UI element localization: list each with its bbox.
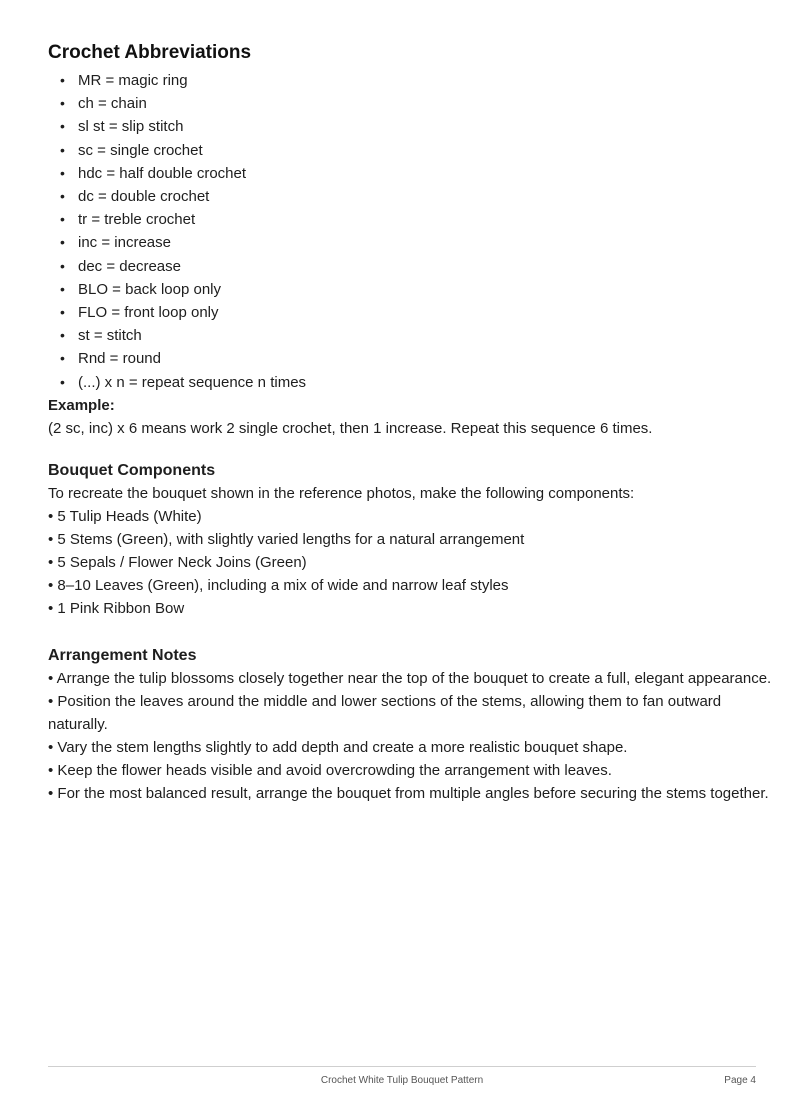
abbreviation-item: • dec = decrease	[60, 255, 778, 278]
abbreviation-item: • sc = single crochet	[60, 139, 778, 162]
abbreviation-item: • hdc = half double crochet	[60, 162, 778, 185]
page-number: Page 4	[724, 1075, 756, 1086]
abbreviation-item: • sl st = slip stitch	[60, 115, 778, 138]
abbreviation-item: • BLO = back loop only	[60, 278, 778, 301]
bullet-icon: •	[60, 188, 65, 205]
example-text: (2 sc, inc) x 6 means work 2 single crochet, then 1 increase. Repeat this sequence 6 times.	[48, 419, 653, 437]
bullet-icon: •	[60, 280, 65, 297]
abbreviation-item: • ch = chain	[60, 92, 778, 115]
abbreviation-item: • (...) x n = repeat sequence n times	[60, 371, 778, 394]
bullet-icon: •	[60, 164, 65, 181]
bullet-icon: •	[60, 350, 65, 367]
bullet-icon: •	[60, 95, 65, 112]
component-item: • 5 Tulip Heads (White)	[48, 507, 202, 525]
abbreviation-item: • inc = increase	[60, 231, 778, 254]
document-page	[48, 40, 778, 805]
note-item: • Vary the stem lengths slightly to add depth and create a more realistic bouquet shape.	[48, 738, 628, 756]
abbreviation-item: • st = stitch	[60, 324, 778, 347]
abbreviation-item: • MR = magic ring	[60, 69, 778, 92]
page-footer	[48, 1066, 756, 1097]
abbreviation-item: • FLO = front loop only	[60, 301, 778, 324]
abbreviations-heading: Crochet Abbreviations	[48, 42, 252, 63]
note-item: • Arrange the tulip blossoms closely together near the top of the bouquet to create a full, elegant appearance.	[48, 669, 772, 687]
abbreviation-item: • Rnd = round	[60, 347, 778, 370]
component-item: • 8–10 Leaves (Green), including a mix of wide and narrow leaf styles	[48, 576, 509, 594]
notes-heading: Arrangement Notes	[48, 646, 197, 664]
components-intro: To recreate the bouquet shown in the reference photos, make the following components:	[48, 484, 635, 502]
abbreviations-list	[48, 69, 778, 394]
bullet-icon: •	[60, 304, 65, 321]
note-item: • Keep the flower heads visible and avoid overcrowding the arrangement with leaves.	[48, 761, 612, 779]
bullet-icon: •	[60, 118, 65, 135]
bullet-icon: •	[60, 141, 65, 158]
bullet-icon: •	[60, 257, 65, 274]
component-item: • 5 Sepals / Flower Neck Joins (Green)	[48, 553, 307, 571]
example-label: Example:	[48, 396, 115, 414]
components-section	[48, 459, 778, 620]
footer-title: Crochet White Tulip Bouquet Pattern	[320, 1075, 484, 1086]
note-item: • Position the leaves around the middle and lower sections of the stems, allowing them to fan outward naturally.	[48, 692, 722, 733]
abbreviation-item: • tr = treble crochet	[60, 208, 778, 231]
bullet-icon: •	[60, 373, 65, 390]
note-item: • For the most balanced result, arrange the bouquet from multiple angles before securing the stems together.	[48, 784, 769, 802]
abbreviation-item: • dc = double crochet	[60, 185, 778, 208]
bullet-icon: •	[60, 234, 65, 251]
bullet-icon: •	[60, 72, 65, 88]
component-item: • 1 Pink Ribbon Bow	[48, 599, 185, 617]
notes-section	[48, 644, 778, 805]
bullet-icon: •	[60, 327, 65, 344]
components-heading: Bouquet Components	[48, 461, 216, 479]
component-item: • 5 Stems (Green), with slightly varied lengths for a natural arrangement	[48, 530, 525, 548]
bullet-icon: •	[60, 211, 65, 228]
